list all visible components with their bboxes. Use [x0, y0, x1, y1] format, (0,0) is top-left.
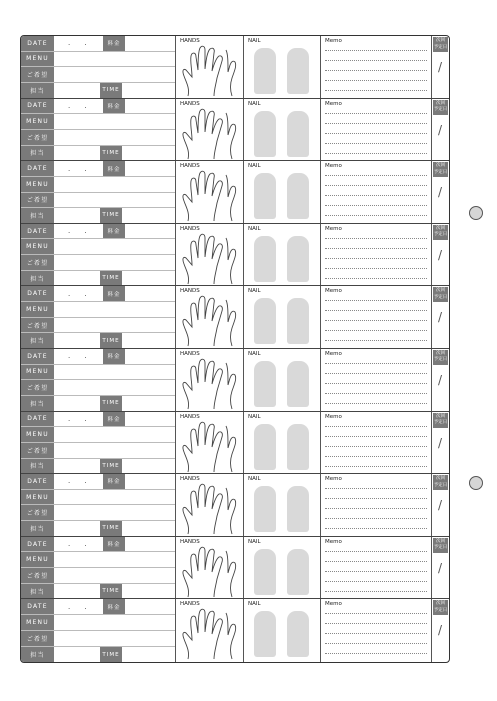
- nail-label: NAIL: [248, 225, 261, 232]
- customer-record: [21, 349, 449, 412]
- next-appointment-label: 次回 予定日: [433, 37, 448, 52]
- memo-label: Memo: [325, 350, 342, 357]
- nail-section: [244, 599, 321, 662]
- memo-section[interactable]: [321, 537, 432, 599]
- hand-outline-icon: [180, 107, 240, 161]
- date-label: DATE: [21, 349, 54, 364]
- nail-shape-icon: [287, 486, 309, 532]
- record-info: [21, 537, 176, 599]
- next-appointment-label: 次回 予定日: [433, 350, 448, 365]
- staff-label: 担当: [21, 584, 54, 599]
- next-appointment-section[interactable]: [432, 599, 449, 662]
- next-appointment-label: 次回 予定日: [433, 600, 448, 615]
- nail-shape-icon: [254, 424, 276, 470]
- request-label: ご希望: [21, 318, 54, 333]
- date-field[interactable]: . .: [68, 477, 93, 486]
- fee-label: 料金: [103, 161, 125, 176]
- menu-field[interactable]: [54, 552, 175, 567]
- next-appointment-section[interactable]: [432, 286, 449, 348]
- fee-field[interactable]: [125, 99, 175, 114]
- date-field[interactable]: . .: [68, 227, 93, 236]
- hands-label: HANDS: [180, 163, 200, 170]
- record-info: [21, 412, 176, 474]
- staff-field[interactable]: [54, 521, 100, 536]
- record-info: [21, 599, 176, 662]
- nail-shape-icon: [287, 298, 309, 344]
- menu-field[interactable]: [54, 177, 175, 192]
- memo-section[interactable]: [321, 412, 432, 474]
- nail-section: [244, 99, 321, 161]
- next-date-field[interactable]: /: [438, 435, 443, 450]
- staff-field[interactable]: [54, 459, 100, 474]
- nail-shape-icon: [254, 298, 276, 344]
- nail-shape-icon: [287, 549, 309, 595]
- next-date-field[interactable]: /: [438, 623, 443, 638]
- nail-shape-icon: [254, 549, 276, 595]
- next-appointment-label: 次回 予定日: [433, 475, 448, 490]
- request-field[interactable]: [54, 380, 175, 395]
- menu-label: MENU: [21, 239, 54, 254]
- request-field[interactable]: [54, 255, 175, 270]
- hand-outline-icon: [180, 607, 240, 661]
- staff-label: 担当: [21, 647, 54, 662]
- customer-record: [21, 474, 449, 537]
- fee-label: 料金: [103, 99, 125, 114]
- hands-label: HANDS: [180, 100, 200, 107]
- hand-outline-icon: [180, 482, 240, 536]
- request-label: ご希望: [21, 130, 54, 145]
- request-label: ご希望: [21, 255, 54, 270]
- time-field[interactable]: [122, 333, 175, 348]
- date-label: DATE: [21, 537, 54, 552]
- date-label: DATE: [21, 99, 54, 114]
- staff-field[interactable]: [54, 647, 100, 662]
- hands-label: HANDS: [180, 350, 200, 357]
- time-label: TIME: [100, 271, 122, 286]
- nail-shape-icon: [254, 173, 276, 219]
- record-info: [21, 286, 176, 348]
- hands-section: [176, 537, 244, 599]
- fee-field[interactable]: [125, 537, 175, 552]
- menu-label: MENU: [21, 552, 54, 567]
- hands-section: [176, 349, 244, 411]
- record-info: [21, 224, 176, 286]
- hand-outline-icon: [180, 44, 240, 98]
- customer-record: [21, 412, 449, 475]
- next-appointment-label: 次回 予定日: [433, 413, 448, 428]
- next-date-field[interactable]: /: [438, 498, 443, 513]
- fee-label: 料金: [103, 349, 125, 364]
- time-label: TIME: [100, 333, 122, 348]
- nail-label: NAIL: [248, 350, 261, 357]
- memo-section[interactable]: [321, 36, 432, 98]
- next-date-field[interactable]: /: [438, 185, 443, 200]
- menu-field[interactable]: [54, 615, 175, 630]
- staff-label: 担当: [21, 521, 54, 536]
- fee-field[interactable]: [125, 474, 175, 489]
- date-field[interactable]: . .: [68, 414, 93, 423]
- menu-label: MENU: [21, 177, 54, 192]
- hands-label: HANDS: [180, 38, 200, 44]
- memo-section[interactable]: [321, 474, 432, 536]
- request-field[interactable]: [54, 193, 175, 208]
- record-info: [21, 349, 176, 411]
- customer-record: [21, 36, 449, 99]
- memo-label: Memo: [325, 538, 342, 545]
- menu-label: MENU: [21, 615, 54, 630]
- hands-section: [176, 99, 244, 161]
- fee-label: 料金: [103, 537, 125, 552]
- nail-shape-icon: [287, 48, 309, 94]
- hands-label: HANDS: [180, 225, 200, 232]
- nail-shape-icon: [287, 111, 309, 157]
- staff-label: 担当: [21, 146, 54, 161]
- next-appointment-label: 次回 予定日: [433, 287, 448, 302]
- next-appointment-label: 次回 予定日: [433, 538, 448, 553]
- menu-label: MENU: [21, 52, 54, 67]
- nail-shape-icon: [287, 173, 309, 219]
- date-field[interactable]: . .: [68, 540, 93, 549]
- memo-label: Memo: [325, 100, 342, 107]
- customer-record: [21, 99, 449, 162]
- next-date-field[interactable]: /: [438, 310, 443, 325]
- time-label: TIME: [100, 521, 122, 536]
- memo-section[interactable]: [321, 349, 432, 411]
- nail-shape-icon: [287, 611, 309, 657]
- request-field[interactable]: [54, 318, 175, 333]
- staff-label: 担当: [21, 271, 54, 286]
- next-appointment-label: 次回 予定日: [433, 162, 448, 177]
- next-appointment-section[interactable]: [432, 99, 449, 161]
- nail-label: NAIL: [248, 288, 261, 295]
- memo-label: Memo: [325, 476, 342, 483]
- staff-field[interactable]: [54, 271, 100, 286]
- customer-record: [21, 537, 449, 600]
- hand-outline-icon: [180, 232, 240, 286]
- request-field[interactable]: [54, 443, 175, 458]
- nail-label: NAIL: [248, 601, 261, 608]
- date-field[interactable]: . .: [68, 164, 93, 173]
- next-appointment-section[interactable]: [432, 349, 449, 411]
- customer-record: [21, 286, 449, 349]
- menu-field[interactable]: [54, 239, 175, 254]
- nail-section: [244, 474, 321, 536]
- next-appointment-section[interactable]: [432, 224, 449, 286]
- nail-shape-icon: [287, 361, 309, 407]
- fee-label: 料金: [103, 36, 125, 51]
- nail-shape-icon: [254, 611, 276, 657]
- hands-label: HANDS: [180, 288, 200, 295]
- nail-label: NAIL: [248, 163, 261, 170]
- nail-label: NAIL: [248, 413, 261, 420]
- nail-section: [244, 286, 321, 348]
- nail-label: NAIL: [248, 100, 261, 107]
- date-label: DATE: [21, 161, 54, 176]
- nail-label: NAIL: [248, 476, 261, 483]
- nail-shape-icon: [287, 424, 309, 470]
- customer-record: [21, 224, 449, 287]
- time-field[interactable]: [122, 521, 175, 536]
- nail-section: [244, 224, 321, 286]
- nail-section: [244, 537, 321, 599]
- hands-label: HANDS: [180, 601, 200, 608]
- memo-label: Memo: [325, 601, 342, 608]
- date-field[interactable]: . .: [68, 352, 93, 361]
- next-date-field[interactable]: /: [438, 60, 443, 74]
- memo-section[interactable]: [321, 161, 432, 223]
- staff-field[interactable]: [54, 584, 100, 599]
- hands-section: [176, 599, 244, 662]
- hands-label: HANDS: [180, 413, 200, 420]
- staff-field[interactable]: [54, 333, 100, 348]
- next-appointment-label: 次回 予定日: [433, 225, 448, 240]
- request-label: ご希望: [21, 568, 54, 583]
- request-label: ご希望: [21, 505, 54, 520]
- time-field[interactable]: [122, 83, 175, 98]
- nail-label: NAIL: [248, 38, 261, 44]
- next-appointment-section[interactable]: [432, 161, 449, 223]
- hands-section: [176, 286, 244, 348]
- fee-field[interactable]: [125, 224, 175, 239]
- next-appointment-section[interactable]: [432, 36, 449, 98]
- staff-field[interactable]: [54, 146, 100, 161]
- date-field[interactable]: . .: [68, 101, 93, 110]
- hand-outline-icon: [180, 294, 240, 348]
- time-label: TIME: [100, 647, 122, 662]
- nail-record-sheet: [20, 35, 450, 663]
- request-label: ご希望: [21, 631, 54, 646]
- memo-label: Memo: [325, 413, 342, 420]
- time-field[interactable]: [122, 647, 175, 662]
- menu-label: MENU: [21, 365, 54, 380]
- next-date-field[interactable]: /: [438, 560, 443, 575]
- staff-field[interactable]: [54, 396, 100, 411]
- binder-hole-icon: [469, 206, 483, 220]
- menu-field[interactable]: [54, 52, 175, 67]
- request-field[interactable]: [54, 130, 175, 145]
- date-field[interactable]: . .: [68, 289, 93, 298]
- nail-shape-icon: [254, 236, 276, 282]
- next-appointment-section[interactable]: [432, 537, 449, 599]
- nail-section: [244, 161, 321, 223]
- record-info: [21, 99, 176, 161]
- hands-section: [176, 161, 244, 223]
- time-label: TIME: [100, 208, 122, 223]
- time-field[interactable]: [122, 584, 175, 599]
- staff-label: 担当: [21, 208, 54, 223]
- menu-field[interactable]: [54, 490, 175, 505]
- request-field[interactable]: [54, 568, 175, 583]
- record-info: [21, 36, 176, 98]
- memo-section[interactable]: [321, 286, 432, 348]
- fee-field[interactable]: [125, 161, 175, 176]
- next-appointment-section[interactable]: [432, 412, 449, 474]
- hand-outline-icon: [180, 545, 240, 599]
- fee-label: 料金: [103, 286, 125, 301]
- hand-outline-icon: [180, 357, 240, 411]
- date-field[interactable]: . .: [68, 602, 93, 611]
- time-field[interactable]: [122, 208, 175, 223]
- staff-label: 担当: [21, 396, 54, 411]
- hands-section: [176, 412, 244, 474]
- request-label: ご希望: [21, 443, 54, 458]
- time-label: TIME: [100, 459, 122, 474]
- nail-section: [244, 349, 321, 411]
- hands-section: [176, 474, 244, 536]
- fee-label: 料金: [103, 224, 125, 239]
- nail-shape-icon: [254, 361, 276, 407]
- menu-field[interactable]: [54, 114, 175, 129]
- next-appointment-label: 次回 予定日: [433, 100, 448, 115]
- fee-field[interactable]: [125, 412, 175, 427]
- hand-outline-icon: [180, 169, 240, 223]
- time-label: TIME: [100, 396, 122, 411]
- nail-label: NAIL: [248, 538, 261, 545]
- nail-shape-icon: [254, 486, 276, 532]
- date-field[interactable]: . .: [68, 39, 93, 48]
- date-label: DATE: [21, 474, 54, 489]
- hand-outline-icon: [180, 420, 240, 474]
- request-field[interactable]: [54, 631, 175, 646]
- staff-field[interactable]: [54, 208, 100, 223]
- time-label: TIME: [100, 83, 122, 98]
- next-appointment-section[interactable]: [432, 474, 449, 536]
- nail-shape-icon: [254, 48, 276, 94]
- time-field[interactable]: [122, 396, 175, 411]
- nail-shape-icon: [287, 236, 309, 282]
- time-label: TIME: [100, 146, 122, 161]
- memo-label: Memo: [325, 288, 342, 295]
- staff-label: 担当: [21, 333, 54, 348]
- nail-shape-icon: [254, 111, 276, 157]
- date-label: DATE: [21, 286, 54, 301]
- memo-label: Memo: [325, 163, 342, 170]
- binder-hole-icon: [469, 476, 483, 490]
- request-field[interactable]: [54, 67, 175, 82]
- menu-field[interactable]: [54, 302, 175, 317]
- fee-label: 料金: [103, 412, 125, 427]
- memo-label: Memo: [325, 225, 342, 232]
- memo-section[interactable]: [321, 599, 432, 662]
- hands-label: HANDS: [180, 538, 200, 545]
- fee-label: 料金: [103, 599, 125, 614]
- request-field[interactable]: [54, 505, 175, 520]
- fee-field[interactable]: [125, 349, 175, 364]
- request-label: ご希望: [21, 193, 54, 208]
- menu-label: MENU: [21, 114, 54, 129]
- staff-label: 担当: [21, 459, 54, 474]
- date-label: DATE: [21, 224, 54, 239]
- customer-record: [21, 599, 449, 662]
- date-label: DATE: [21, 36, 54, 51]
- record-info: [21, 161, 176, 223]
- fee-label: 料金: [103, 474, 125, 489]
- memo-label: Memo: [325, 38, 342, 44]
- hands-section: [176, 224, 244, 286]
- staff-label: 担当: [21, 83, 54, 98]
- request-label: ご希望: [21, 67, 54, 82]
- time-field[interactable]: [122, 271, 175, 286]
- hands-label: HANDS: [180, 476, 200, 483]
- next-date-field[interactable]: /: [438, 372, 443, 387]
- date-label: DATE: [21, 412, 54, 427]
- staff-field[interactable]: [54, 83, 100, 98]
- record-info: [21, 474, 176, 536]
- menu-field[interactable]: [54, 427, 175, 442]
- time-label: TIME: [100, 584, 122, 599]
- fee-field[interactable]: [125, 36, 175, 51]
- time-field[interactable]: [122, 459, 175, 474]
- menu-label: MENU: [21, 427, 54, 442]
- next-date-field[interactable]: /: [438, 247, 443, 262]
- nail-section: [244, 412, 321, 474]
- memo-section[interactable]: [321, 99, 432, 161]
- time-field[interactable]: [122, 146, 175, 161]
- menu-field[interactable]: [54, 365, 175, 380]
- fee-field[interactable]: [125, 599, 175, 614]
- fee-field[interactable]: [125, 286, 175, 301]
- next-date-field[interactable]: /: [438, 122, 443, 137]
- date-label: DATE: [21, 599, 54, 614]
- customer-record: [21, 161, 449, 224]
- menu-label: MENU: [21, 302, 54, 317]
- menu-label: MENU: [21, 490, 54, 505]
- nail-section: [244, 36, 321, 98]
- hands-section: [176, 36, 244, 98]
- memo-section[interactable]: [321, 224, 432, 286]
- request-label: ご希望: [21, 380, 54, 395]
